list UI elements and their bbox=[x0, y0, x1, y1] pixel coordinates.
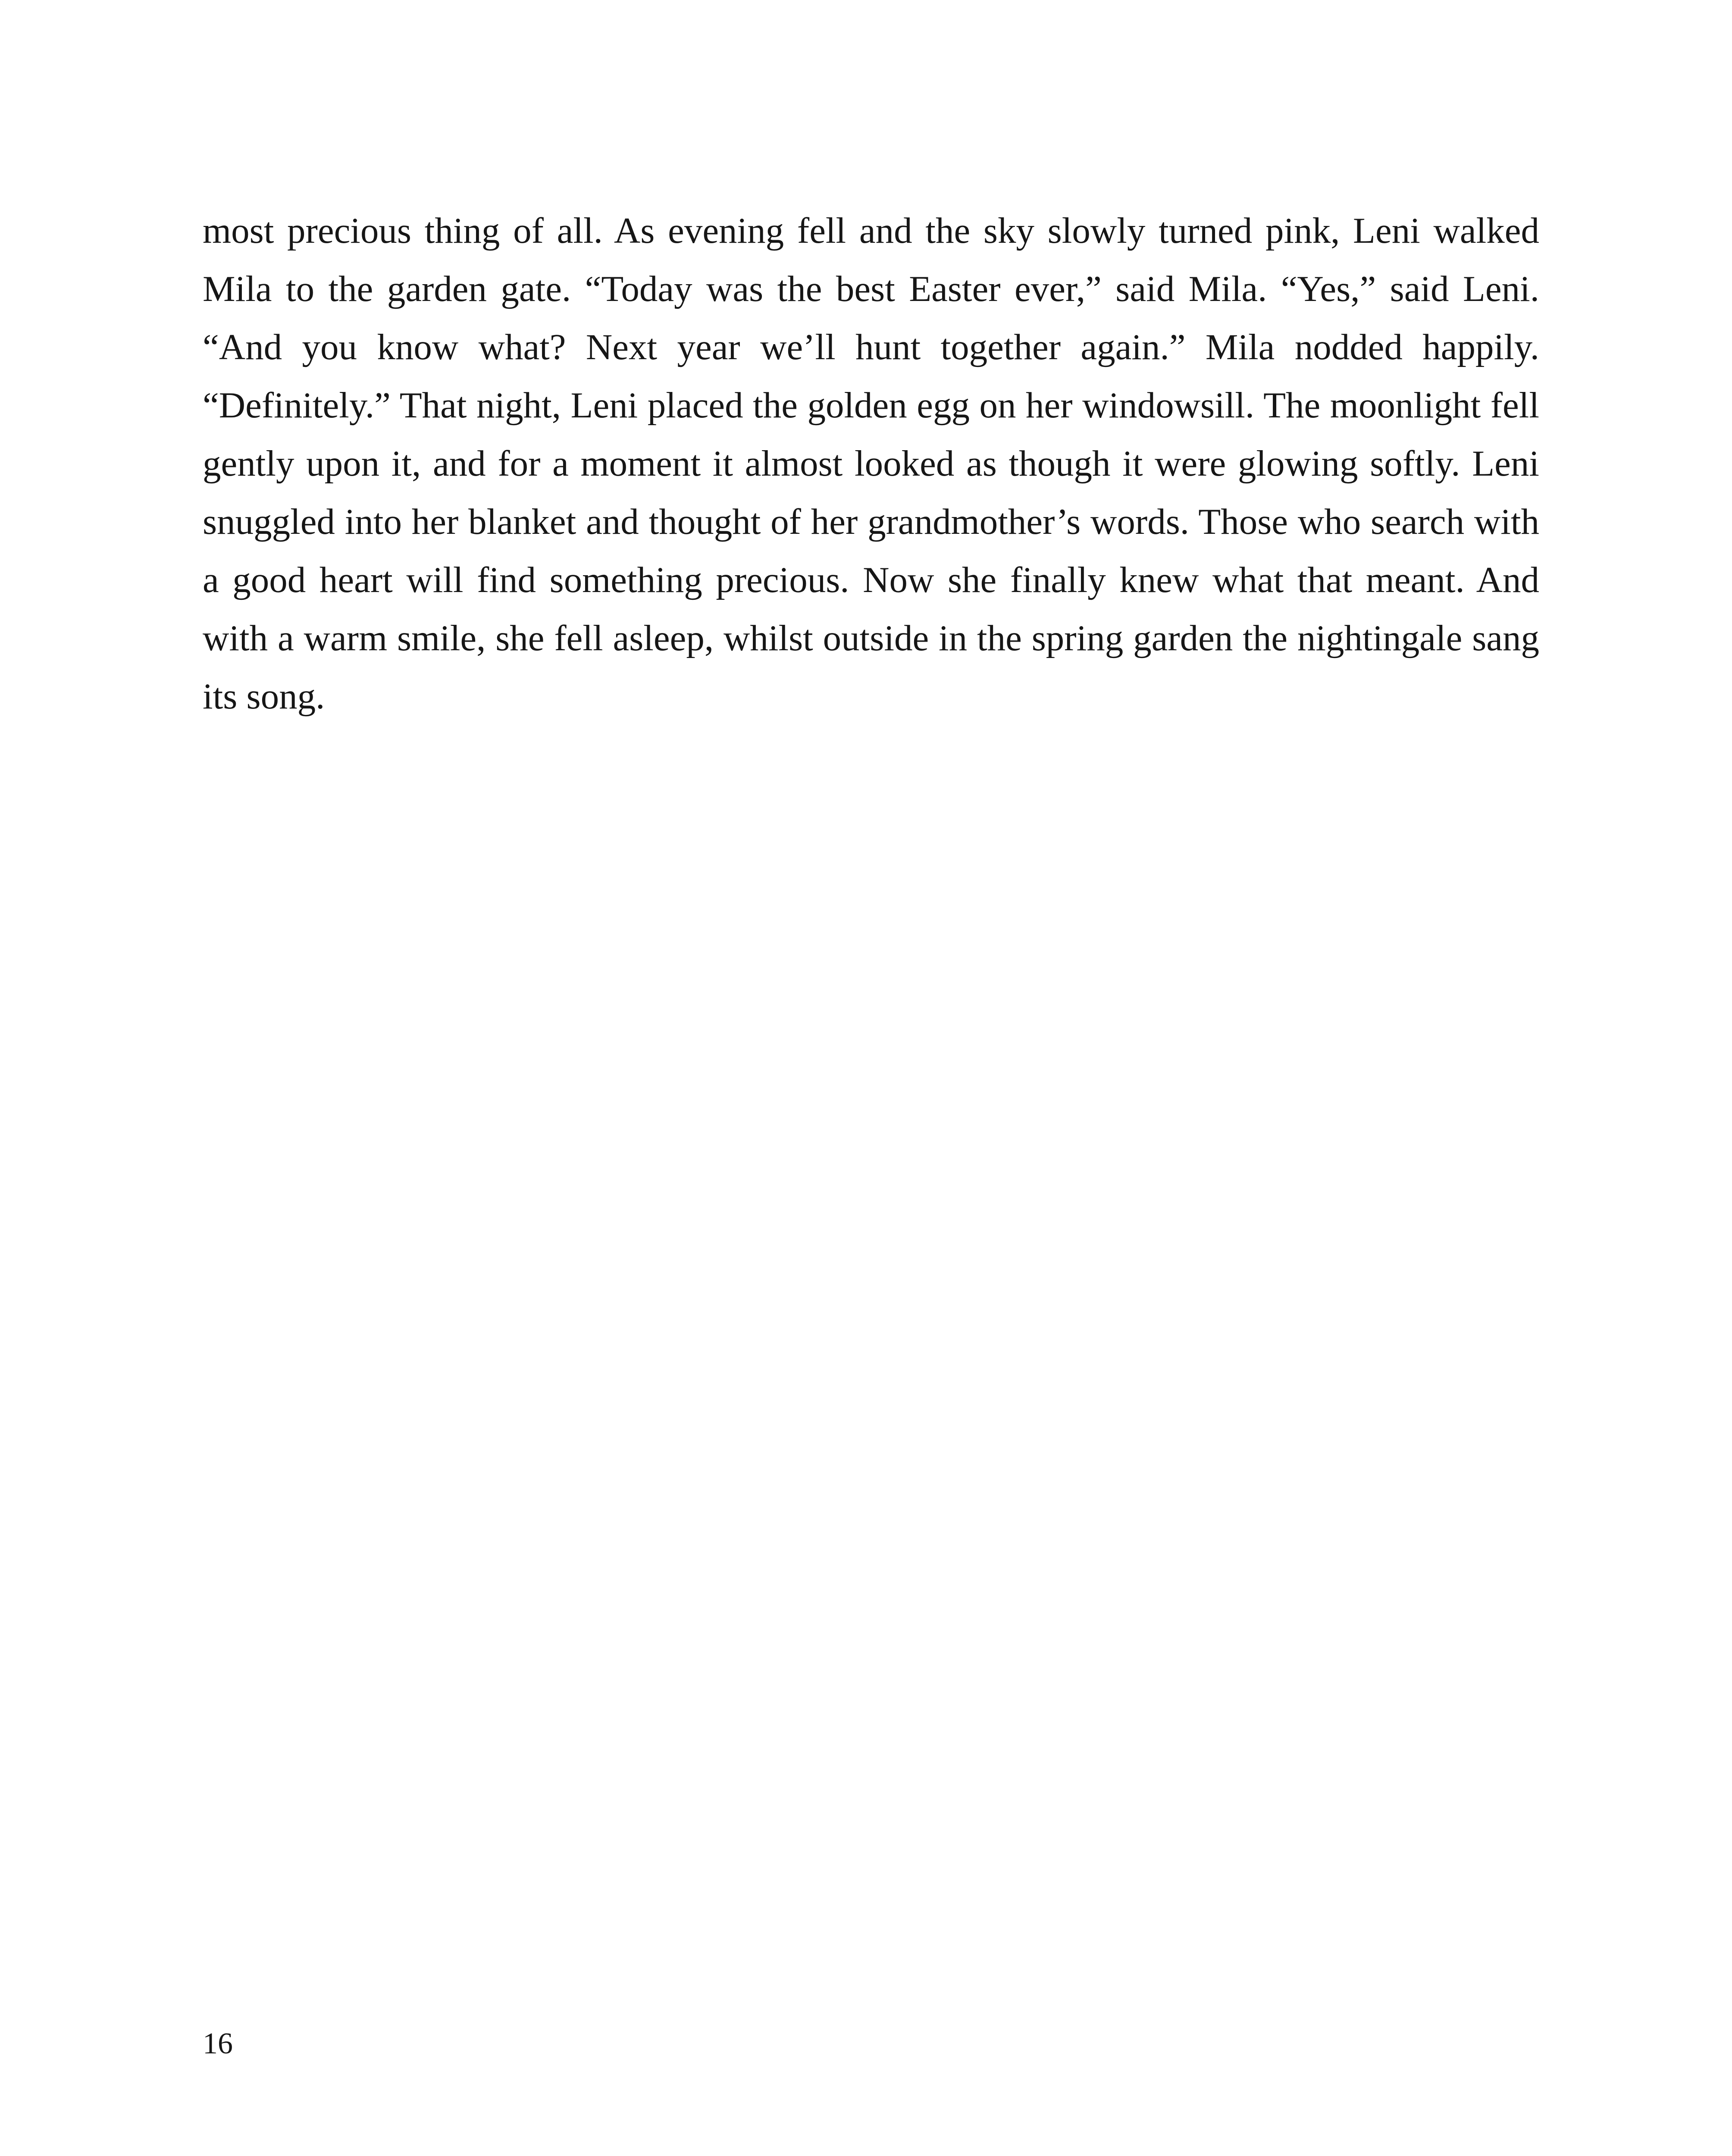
page-number: 16 bbox=[203, 2027, 233, 2060]
story-paragraph: most precious thing of all. As evening fell and the sky slowly turned pink, Leni walked Mila to the garden gate. “Today was the best Easter ever,” said Mila. “Yes,” said Leni. “And you know what? Next year we’ll hunt together again.” Mila nodded happily. “Definitely.” That night, Leni placed the golden egg on her windowsill. The moonlight fell gently upon it, and for a moment it almost looked as though it were glowing softly. Leni snuggled into her blanket and thought of her grandmother’s words. Those who search with a good heart will find something precious. Now she finally knew what that meant. And with a warm smile, she fell asleep, whilst outside in the spring garden the nightingale sang its song. bbox=[203, 210, 1539, 717]
